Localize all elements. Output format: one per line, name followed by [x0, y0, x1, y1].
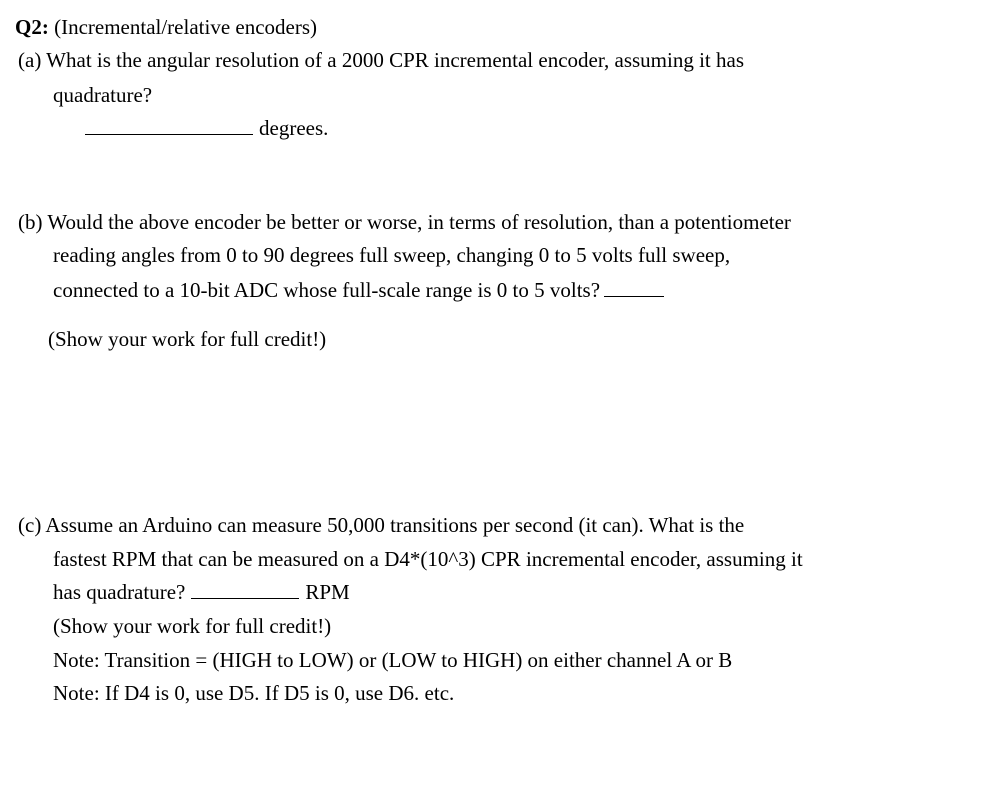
part-a-line1: (a) What is the angular resolution of a 2000 CPR incremental encoder, assuming it has — [18, 48, 745, 72]
part-c-show-work: (Show your work for full credit!) — [53, 614, 332, 638]
part-c-line3: has quadrature? — [53, 580, 186, 604]
part-c-note1: Note: Transition = (HIGH to LOW) or (LOW to HIGH) on either channel A or B — [53, 648, 733, 672]
part-b-answer-blank[interactable] — [604, 278, 664, 297]
question-number: Q2: — [15, 15, 49, 39]
part-b-show-work: (Show your work for full credit!) — [48, 327, 327, 351]
part-b-line3-row — [53, 277, 664, 303]
part-b-line3: connected to a 10-bit ADC whose full-scale range is 0 to 5 volts? — [53, 278, 601, 302]
part-a-unit: degrees. — [259, 116, 329, 140]
part-a-answer-blank[interactable] — [85, 116, 253, 135]
question-title: (Incremental/relative encoders) — [54, 15, 318, 39]
question-header — [15, 14, 317, 40]
part-c-unit: RPM — [305, 580, 350, 604]
part-b-line1: (b) Would the above encoder be better or worse, in terms of resolution, than a potentiometer — [18, 210, 791, 234]
part-a-line2: quadrature? — [53, 83, 153, 107]
part-b-line2: reading angles from 0 to 90 degrees full sweep, changing 0 to 5 volts full sweep, — [53, 243, 731, 267]
part-a-answer-row — [85, 115, 328, 141]
part-c-line1: (c) Assume an Arduino can measure 50,000 transitions per second (it can). What is the — [18, 513, 745, 537]
part-c-note2: Note: If D4 is 0, use D5. If D5 is 0, use D6. etc. — [53, 681, 455, 705]
part-c-answer-blank[interactable] — [191, 580, 299, 599]
part-c-line2: fastest RPM that can be measured on a D4*(10^3) CPR incremental encoder, assuming it — [53, 547, 803, 571]
part-c-line3-row — [53, 579, 350, 605]
